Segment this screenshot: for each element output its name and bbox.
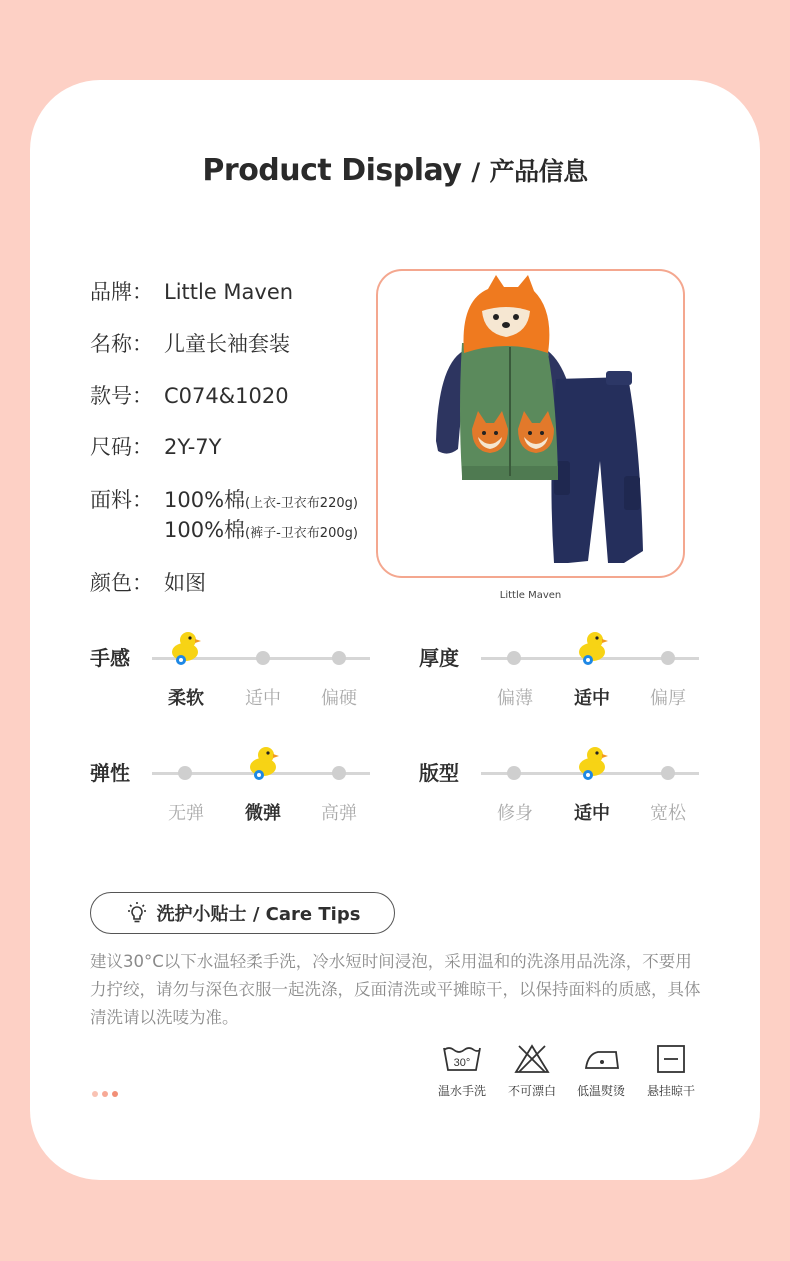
page-dot <box>92 1091 98 1097</box>
scale-label: 手感 <box>90 646 130 670</box>
page-dot <box>112 1091 118 1097</box>
scale-option: 偏薄 <box>497 688 533 709</box>
scale-feel <box>90 642 420 732</box>
hang-dry-icon <box>656 1044 686 1074</box>
duck-marker-icon <box>575 630 609 666</box>
scale-label: 厚度 <box>419 646 459 670</box>
outfit-illustration <box>378 271 683 576</box>
spec-name <box>90 328 290 358</box>
scale-option: 无弹 <box>168 803 204 824</box>
scale-option: 柔软 <box>168 688 204 709</box>
scale-dot <box>661 651 675 665</box>
care-label: 不可漂白 <box>507 1084 556 1098</box>
scale-dot <box>507 766 521 780</box>
spec-color <box>90 567 206 597</box>
care-label: 温水手洗 <box>437 1084 486 1098</box>
product-image <box>376 269 685 578</box>
scale-dot <box>507 651 521 665</box>
scale-option: 修身 <box>497 803 533 824</box>
low-iron-icon <box>582 1044 620 1074</box>
product-image-caption: Little Maven <box>499 590 562 601</box>
care-item-low-iron <box>565 1044 637 1099</box>
care-item-hand-wash <box>426 1044 498 1099</box>
scale-option: 高弹 <box>321 803 357 824</box>
spec-label: 面料： <box>90 488 153 512</box>
wash-temp-label: 30° <box>453 1057 471 1069</box>
page-indicator <box>92 1091 118 1097</box>
care-tips-title: 洗护小贴士 / Care Tips <box>156 904 361 925</box>
title-cn: 产品信息 <box>489 157 588 186</box>
spec-label: 款号： <box>90 384 153 408</box>
spec-note: (裤子-卫衣布200g) <box>245 526 358 541</box>
spec-fabric <box>90 484 358 514</box>
spec-value: 儿童长袖套装 <box>164 332 290 356</box>
scale-elasticity <box>90 757 420 847</box>
scale-label: 弹性 <box>90 761 130 785</box>
page-title <box>0 152 790 188</box>
spec-brand <box>90 276 293 306</box>
duck-marker-icon <box>168 630 202 666</box>
scale-dot <box>332 766 346 780</box>
page-dot <box>102 1091 108 1097</box>
care-label: 低温熨烫 <box>576 1084 625 1098</box>
spec-value: 2Y-7Y <box>164 435 222 459</box>
spec-note: (上衣-卫衣布220g) <box>245 496 358 511</box>
scale-dot <box>256 651 270 665</box>
duck-marker-icon <box>246 745 280 781</box>
scale-option: 偏厚 <box>650 688 686 709</box>
care-tips-badge <box>90 892 395 934</box>
scale-option: 适中 <box>574 688 610 709</box>
spec-value: 如图 <box>164 571 206 595</box>
spec-value: C074&1020 <box>164 384 289 408</box>
scale-option: 适中 <box>574 803 610 824</box>
scale-option: 偏硬 <box>321 688 357 709</box>
spec-value: Little Maven <box>164 280 294 304</box>
hand-wash-30-icon <box>442 1044 482 1074</box>
spec-label: 品牌： <box>90 280 153 304</box>
title-en: Product Display <box>202 153 462 188</box>
scale-option: 宽松 <box>650 803 686 824</box>
title-separator: / <box>471 158 480 186</box>
scale-option: 微弹 <box>245 803 281 824</box>
spec-size <box>90 431 221 461</box>
care-item-hang-dry <box>635 1044 707 1099</box>
spec-label: 尺码： <box>90 435 153 459</box>
care-label: 悬挂晾干 <box>646 1084 695 1098</box>
spec-model <box>90 380 289 410</box>
spec-value: 100%棉 <box>164 488 246 512</box>
no-bleach-icon <box>514 1044 550 1074</box>
lightbulb-icon <box>125 901 149 925</box>
care-item-no-bleach <box>496 1044 568 1099</box>
spec-fabric-line2 <box>164 514 358 544</box>
scale-label: 版型 <box>419 761 459 785</box>
scale-dot <box>178 766 192 780</box>
duck-marker-icon <box>575 745 609 781</box>
spec-value: 100%棉 <box>164 518 246 542</box>
spec-label: 名称： <box>90 332 153 356</box>
spec-label: 颜色： <box>90 571 153 595</box>
scale-dot <box>332 651 346 665</box>
care-instructions: 建议30°C以下水温轻柔手洗，冷水短时间浸泡，采用温和的洗涤用品洗涤，不要用力拧绞，请勿与深色衣服一起洗涤，反面清洗或平摊晾干，以保持面料的质感，具体清洗请以洗唛为准。 <box>90 952 701 1027</box>
scale-option: 适中 <box>245 688 281 709</box>
scale-dot <box>661 766 675 780</box>
scale-thickness <box>419 642 749 732</box>
scale-fit <box>419 757 749 847</box>
